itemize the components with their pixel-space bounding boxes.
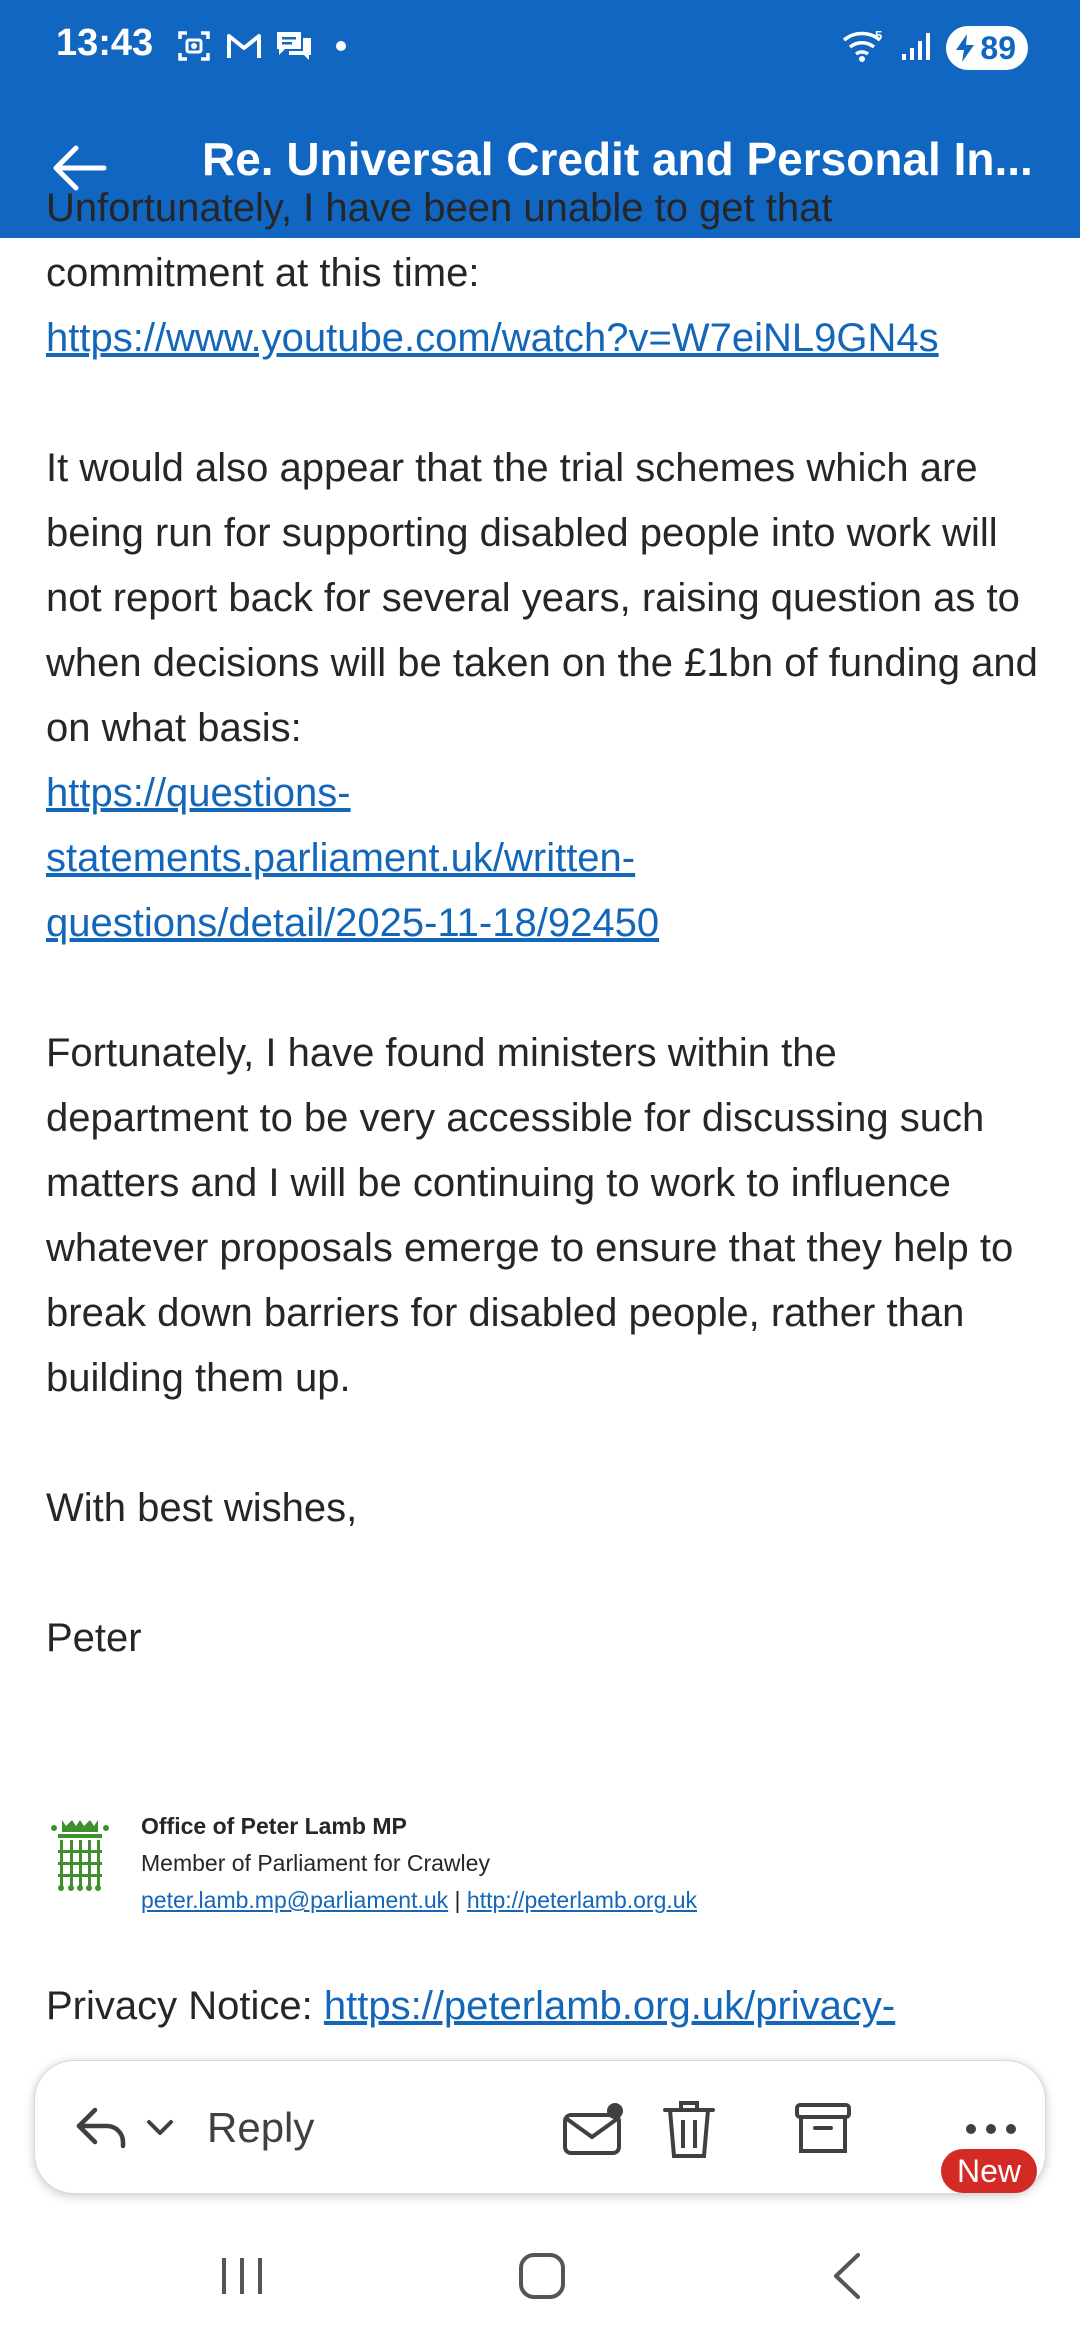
paragraph-1: Unfortunately, I have been unable to get that commitment at this time: [46, 186, 833, 295]
signature-website-link[interactable]: http://peterlamb.org.uk [466, 1887, 698, 1913]
privacy-link[interactable]: https://peterlamb.org.uk/privacy- [323, 1984, 896, 2028]
home-icon [517, 2251, 567, 2301]
parliament-question-link[interactable]: https://questions- statements.parliament.uk/written- questions/detail/2025-11-18/92450 [46, 771, 660, 945]
recents-icon [218, 2254, 266, 2298]
wifi-icon [842, 28, 886, 69]
signature-contacts [141, 1882, 697, 1919]
email-text [46, 176, 1046, 1736]
more-dots-icon [963, 2119, 1019, 2139]
paragraph-2: It would also appear that the trial schemes which are being run for supporting disabled people into work will not report back for several years, raising question as to when decisions will be taken on the £1bn of funding and on what basis: https://questions- statements.parliament.uk/written- questions/detail/2025-11-18/92450 [46, 436, 1046, 956]
signature-separator: | [454, 1887, 461, 1913]
new-badge: New [941, 2149, 1037, 2193]
chat-icon [276, 28, 312, 64]
more-notifications-dot [336, 41, 346, 51]
paragraph-3: Fortunately, I have found ministers within the department to be very accessible for discussing such matters and I will be continuing to work to influence whatever proposals emerge to ensure that they help to break down barriers for disabled people, rather than building them up. [46, 1031, 1014, 1400]
system-back-button[interactable] [806, 2246, 886, 2306]
chevron-down-icon[interactable] [145, 2118, 175, 2138]
signature-office: Office of Peter Lamb MP [141, 1813, 407, 1839]
sender-name: Peter [46, 1616, 142, 1660]
nav-back-icon [828, 2251, 864, 2301]
status-bar [0, 0, 1080, 96]
recent-apps-button[interactable] [202, 2246, 282, 2306]
home-button[interactable] [502, 2246, 582, 2306]
email-subject: Re. Universal Credit and Personal In... [202, 133, 1033, 185]
archive-icon [794, 2101, 852, 2157]
portcullis-logo-icon [48, 1816, 112, 1894]
archive-button[interactable] [787, 2093, 859, 2165]
battery-indicator [946, 26, 1028, 70]
mail-unread-icon [561, 2101, 625, 2157]
signature-text [141, 1808, 697, 1919]
mark-unread-button[interactable] [557, 2093, 629, 2165]
trash-icon [661, 2098, 717, 2160]
charging-bolt-icon [954, 33, 976, 63]
notification-icons [176, 28, 346, 64]
privacy-notice [46, 1974, 895, 2039]
signal-icon [900, 30, 932, 67]
reply-label: Reply [207, 2104, 315, 2151]
email-action-bar [34, 2060, 1046, 2194]
clock: 13:43 [56, 22, 154, 64]
delete-button[interactable] [653, 2093, 725, 2165]
gmail-icon [226, 28, 262, 64]
system-icons [842, 26, 1028, 70]
signature-role: Member of Parliament for Crawley [141, 1850, 490, 1876]
system-navigation-bar [0, 2210, 1080, 2340]
battery-level: 89 [980, 29, 1016, 66]
email-signature [46, 1798, 1046, 1938]
email-body[interactable] [0, 186, 1080, 2050]
reply-arrow-icon [75, 2104, 131, 2152]
screenshot-icon [176, 28, 212, 64]
reply-button[interactable] [75, 2091, 314, 2165]
youtube-link[interactable]: https://www.youtube.com/watch?v=W7eiNL9GN4s [46, 316, 939, 360]
signature-email-link[interactable]: peter.lamb.mp@parliament.uk [141, 1887, 449, 1913]
privacy-label: Privacy Notice: [46, 1984, 313, 2028]
closing-line: With best wishes, [46, 1486, 358, 1530]
svg-text:5: 5 [875, 27, 883, 43]
